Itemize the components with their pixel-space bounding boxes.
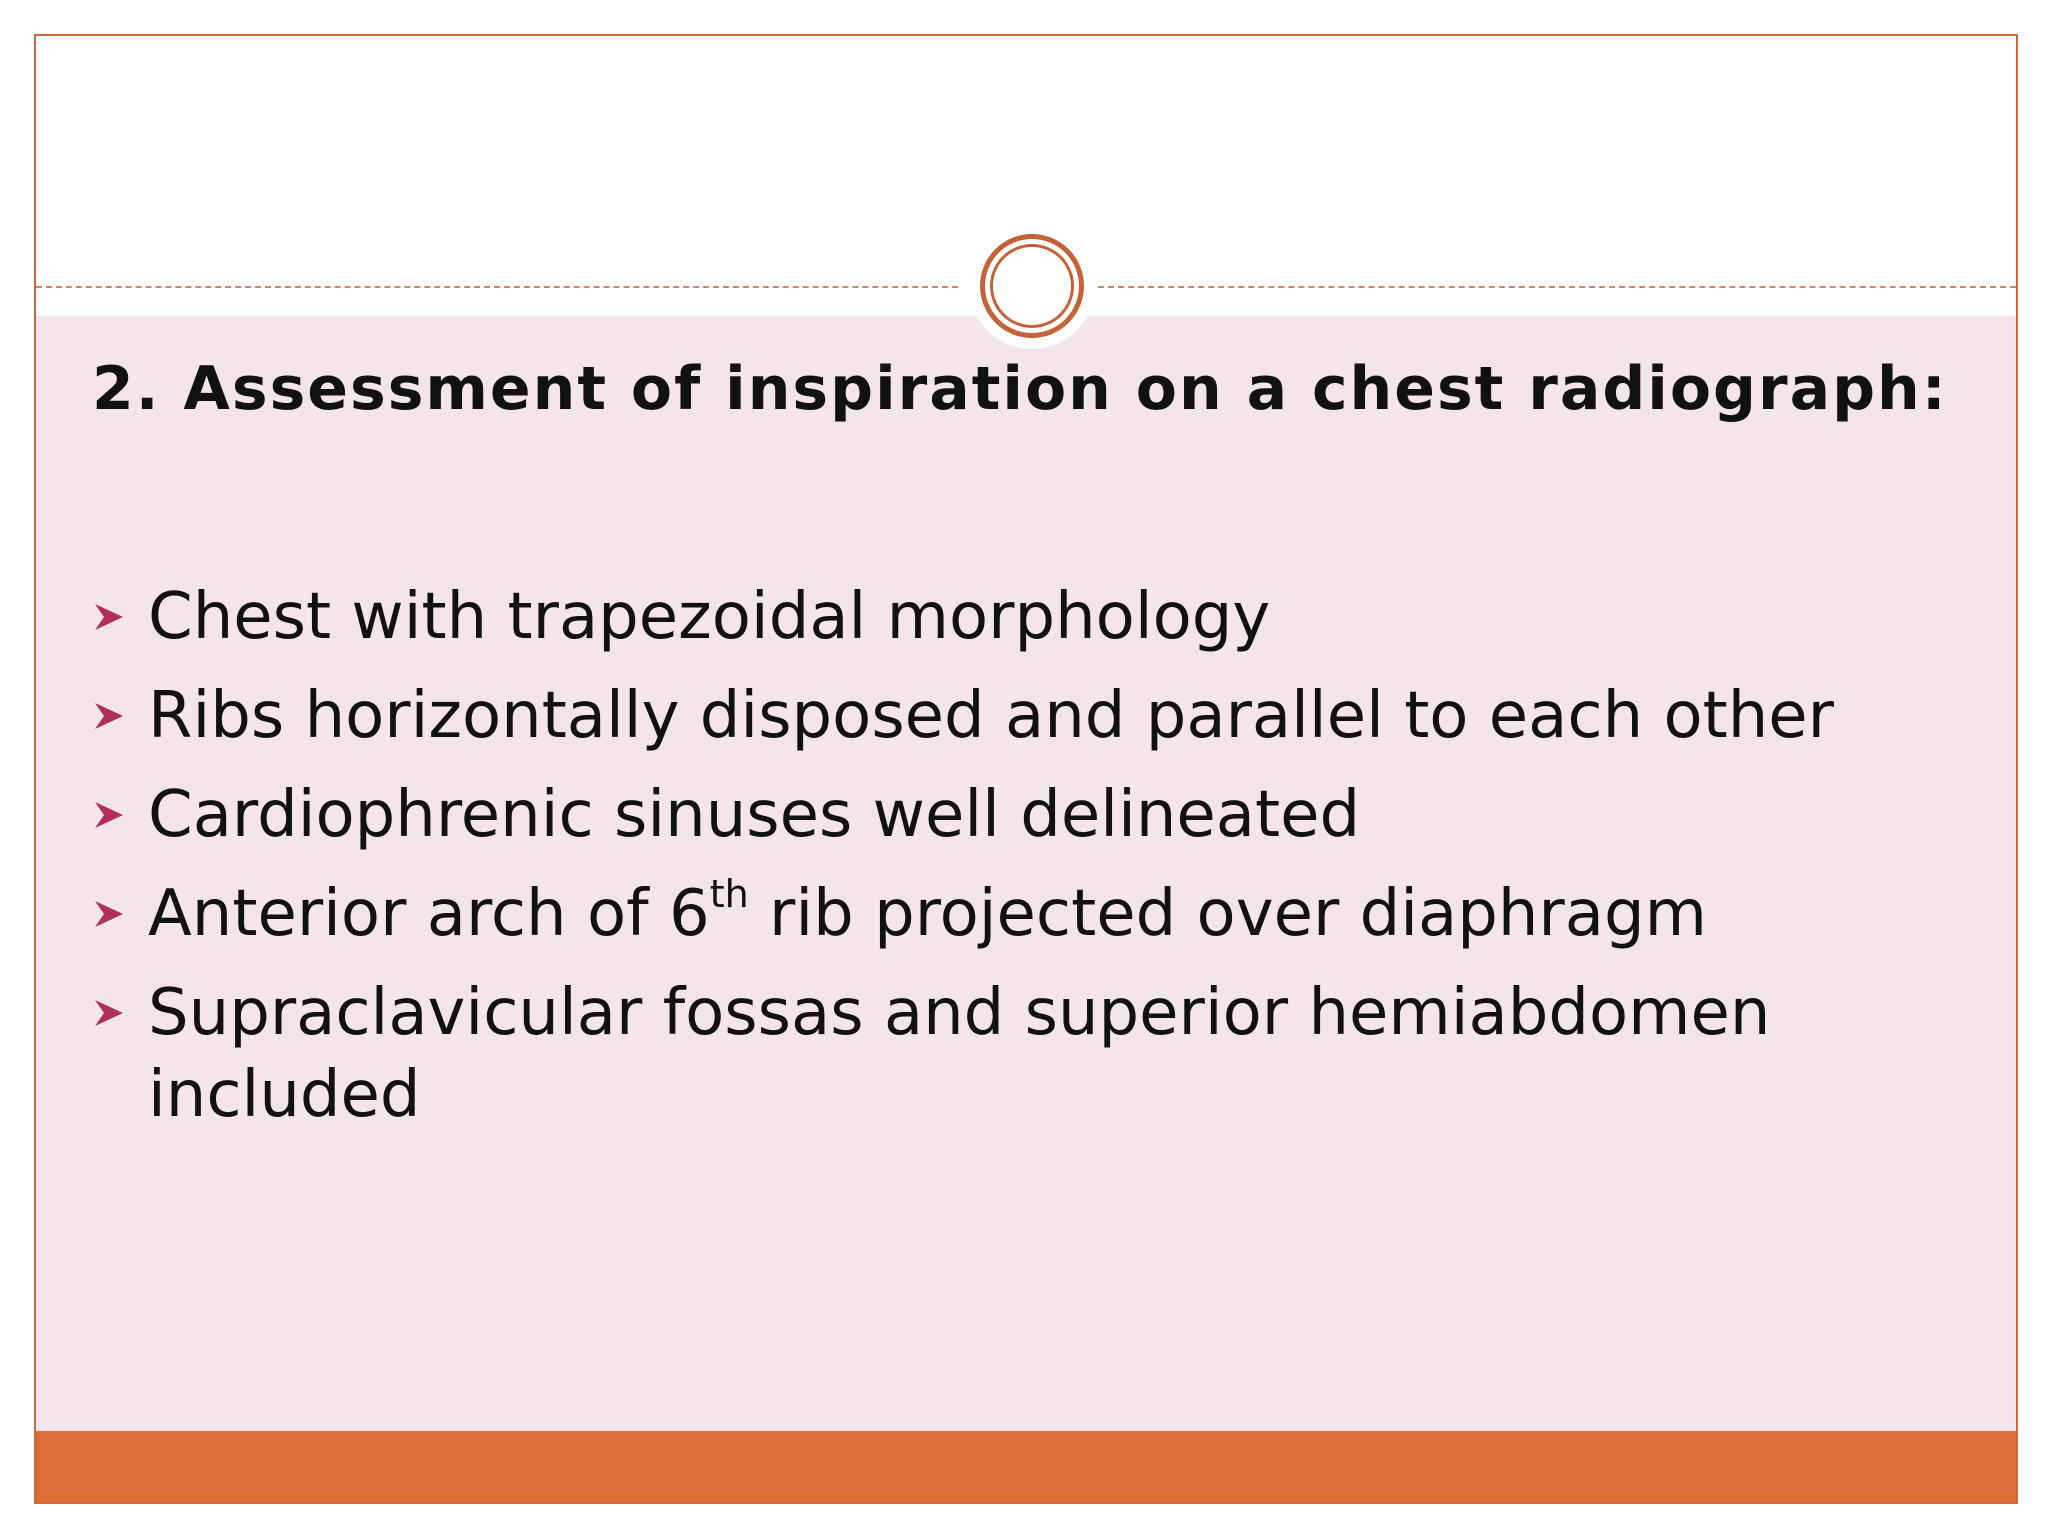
arrow-bullet-icon (92, 675, 148, 757)
bullet-text-part: Anterior arch of 6 (148, 877, 710, 951)
bullet-text (148, 873, 1952, 955)
bullet-item (92, 873, 1952, 955)
bullet-item (92, 675, 1952, 757)
divider-line-right (1098, 286, 2016, 288)
bullet-text: Ribs horizontally disposed and parallel to each other (148, 679, 1834, 753)
arrow-bullet-icon (92, 873, 148, 955)
bullet-item (92, 972, 1952, 1136)
slide (34, 34, 2018, 1504)
ordinal-suffix: th (709, 871, 749, 916)
bullet-text-part: rib projected over diaphragm (748, 877, 1707, 951)
arrow-bullet-icon (92, 774, 148, 856)
bullet-text: Chest with trapezoidal morphology (148, 580, 1271, 654)
double-ring-ornament-icon (980, 234, 1084, 338)
bullet-list (92, 576, 1952, 1153)
arrow-bullet-icon (92, 576, 148, 658)
slide-title: 2. Assessment of inspiration on a chest radiograph: (92, 354, 1948, 424)
bullet-item (92, 774, 1952, 856)
bullet-text: Cardiophrenic sinuses well delineated (148, 778, 1361, 852)
divider-line-left (36, 286, 958, 288)
footer-bar (36, 1431, 2016, 1502)
bullet-text: Supraclavicular fossas and superior hemiabdomen included (148, 976, 1771, 1132)
bullet-item (92, 576, 1952, 658)
arrow-bullet-icon (92, 972, 148, 1054)
